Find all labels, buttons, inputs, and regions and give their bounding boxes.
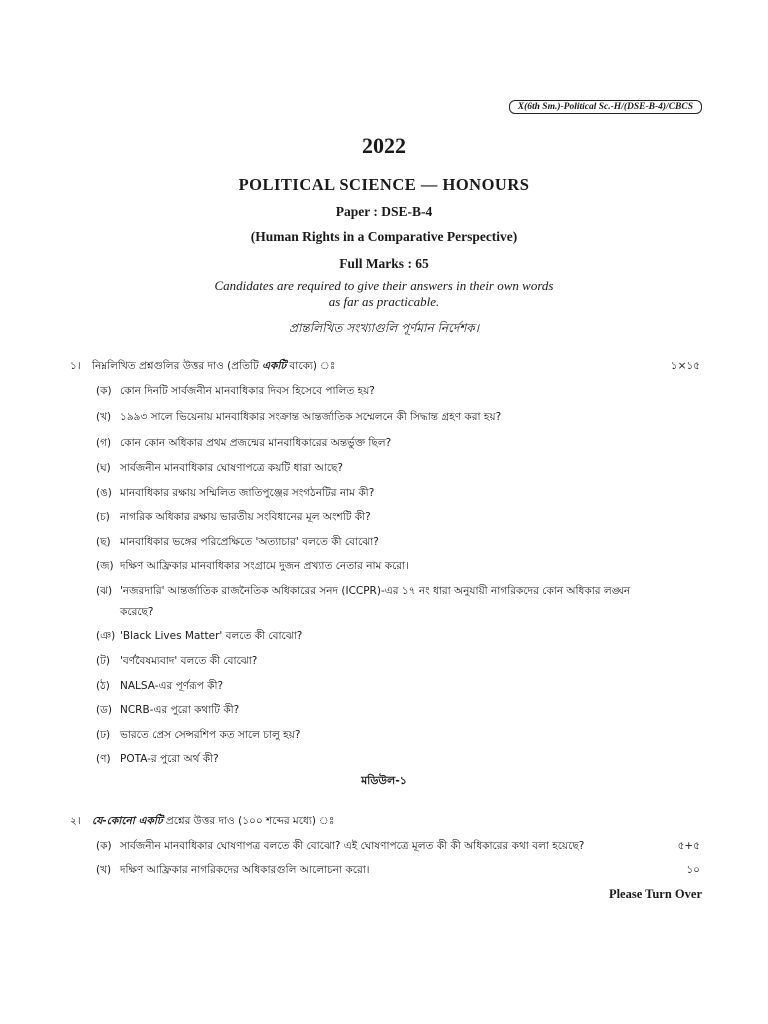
q1-item-text: নাগরিক অধিকার রক্ষায় ভারতীয় সংবিধানের মূল অংশটি কী? — [120, 511, 371, 523]
q2-item-text: সার্বজনীন মানবাধিকার ঘোষণাপত্র বলতে কী বোঝো? এই ঘোষণাপত্রে মূলত কী কী অধিকারের কথা বলা হয়েছে? — [120, 840, 585, 852]
margin-note: প্রান্তলিখিত সংখ্যাগুলি পূর্ণমান নির্দেশক। — [288, 321, 479, 335]
q2-item — [96, 839, 584, 856]
q1-marks: ১×১৫ — [670, 360, 700, 372]
instruction-line-1: Candidates are required to give their answers in their own words — [214, 278, 554, 293]
q1-stem-pre: নিম্নলিখিত প্রশ্নগুলির উত্তর দাও (প্রতিটি — [92, 360, 263, 372]
q1-item-label: (ঘ) — [96, 462, 111, 474]
full-marks: Full Marks : 65 — [339, 256, 429, 271]
q2-stem-emphasis: যে-কোনো একটি — [92, 815, 163, 827]
q2-number: ২। — [70, 815, 81, 827]
q2-item-label: (ক) — [96, 840, 112, 852]
paper-name: Paper : DSE-B-4 — [335, 204, 433, 219]
q1-item — [96, 510, 371, 527]
q1-item-text: দক্ষিণ আফ্রিকার মানবাধিকার সংগ্রামে দুজন প্রখ্যাত নেতার নাম করো। — [120, 560, 409, 572]
q1-item-label: (ছ) — [96, 536, 111, 548]
q1-item-text: NCRB-এর পুরো কথাটি কী? — [120, 704, 240, 716]
q1-item-label: (চ) — [96, 511, 110, 523]
q1-item-text: ভারতে প্রেস সেন্সরশিপ কত সালে চালু হয়? — [120, 729, 301, 741]
q2-stem-post: প্রশ্নের উত্তর দাও (১০০ শব্দের মধ্যে) ঃ — [162, 815, 335, 827]
q1-item — [96, 728, 300, 745]
instructions — [0, 278, 768, 310]
instruction-line-2: as far as practicable. — [328, 294, 440, 309]
q1-item-text: 'নজরদারি' আন্তর্জাতিক রাজনৈতিক অধিকারের সনদ (ICCPR)-এর ১৭ নং ধারা অনুযায়ী নাগরিকদের কোন অধিকার লঙ্ঘন — [120, 585, 631, 597]
q1-item-label: (জ) — [96, 560, 114, 572]
q1-item — [96, 559, 409, 576]
q1-item — [96, 436, 391, 453]
subject-title: POLITICAL SCIENCE — HONOURS — [238, 175, 530, 194]
q2-item-marks: ৫+৫ — [677, 840, 700, 852]
q2-item-text: দক্ষিণ আফ্রিকার নাগরিকদের অধিকারগুলি আলোচনা করো। — [120, 864, 370, 876]
q1-stem — [92, 359, 335, 376]
q1-item-label: (ঙ) — [96, 487, 112, 499]
q1-item — [96, 703, 239, 720]
module-heading: মডিউল-১ — [361, 774, 407, 787]
q1-stem-emphasis: একটি — [262, 360, 287, 372]
q1-item — [96, 679, 223, 696]
q1-item-label: (ঠ) — [96, 680, 110, 692]
q1-item-label: (ঝ) — [96, 585, 113, 597]
q1-item — [96, 486, 374, 503]
q1-item — [96, 384, 375, 401]
q1-item-text: ১৯৯৩ সালে ভিয়েনায় মানবাধিকার সংক্রান্ত আন্তর্জাতিক সম্মেলনে কী সিদ্ধান্ত গ্রহণ করা হয়? — [120, 411, 502, 423]
exam-year: 2022 — [362, 133, 406, 158]
q1-item-text: মানবাধিকার রক্ষায় সম্মিলিত জাতিপুঞ্জের সংগঠনটির নাম কী? — [120, 487, 375, 499]
q2-stem — [92, 814, 334, 831]
please-turn-over: Please Turn Over — [608, 887, 702, 901]
q1-item — [96, 752, 219, 769]
q1-item-text: 'Black Lives Matter' বলতে কী বোঝো? — [120, 630, 303, 642]
q1-item-label: (ঞ) — [96, 630, 116, 642]
q2-item-label: (খ) — [96, 864, 112, 876]
q1-item — [96, 629, 302, 646]
q1-item-text: কোন কোন অধিকার প্রথম প্রজন্মের মানবাধিকারের অন্তর্ভুক্ত ছিল? — [120, 437, 392, 449]
q1-item — [96, 654, 257, 671]
q2-item-marks: ১০ — [686, 864, 700, 876]
q1-item-text: কোন দিনটি সার্বজনীন মানবাধিকার দিবস হিসেবে পালিত হয়? — [120, 385, 375, 397]
q1-item — [96, 584, 630, 601]
q1-number: ১। — [70, 360, 81, 372]
q1-item-text: সার্বজনীন মানবাধিকার ঘোষণাপত্রে কয়টি ধারা আছে? — [120, 462, 343, 474]
q1-item-label: (ড) — [96, 704, 112, 716]
q1-item-label: (খ) — [96, 411, 112, 423]
paper-topic: (Human Rights in a Comparative Perspective) — [250, 229, 518, 244]
q1-item-text: NALSA-এর পূর্ণরূপ কী? — [120, 680, 224, 692]
q1-item — [96, 410, 501, 427]
q1-stem-post: বাক্যে) ঃ — [286, 360, 336, 372]
q1-item-text-continued: করেছে? — [120, 606, 154, 618]
paper-code: X(6th Sm.)-Political Sc.-H/(DSE-B-4)/CBCS — [509, 100, 702, 114]
q1-item-text: মানবাধিকার ভঙ্গের পরিপ্রেক্ষিতে 'অত্যাচার' বলতে কী বোঝো? — [120, 536, 379, 548]
q2-item — [96, 863, 370, 880]
q1-item — [96, 535, 379, 552]
q1-item-label: (গ) — [96, 437, 112, 449]
q1-item-label: (ণ) — [96, 753, 111, 765]
q1-item-label: (ট) — [96, 655, 110, 667]
q1-item — [96, 461, 343, 478]
q1-item-text: POTA-র পুরো অর্থ কী? — [120, 753, 219, 765]
q1-item-text: 'বর্ণবৈষম্যবাদ' বলতে কী বোঝো? — [120, 655, 258, 667]
q1-item-label: (ঢ) — [96, 729, 111, 741]
q1-item-label: (ক) — [96, 385, 112, 397]
